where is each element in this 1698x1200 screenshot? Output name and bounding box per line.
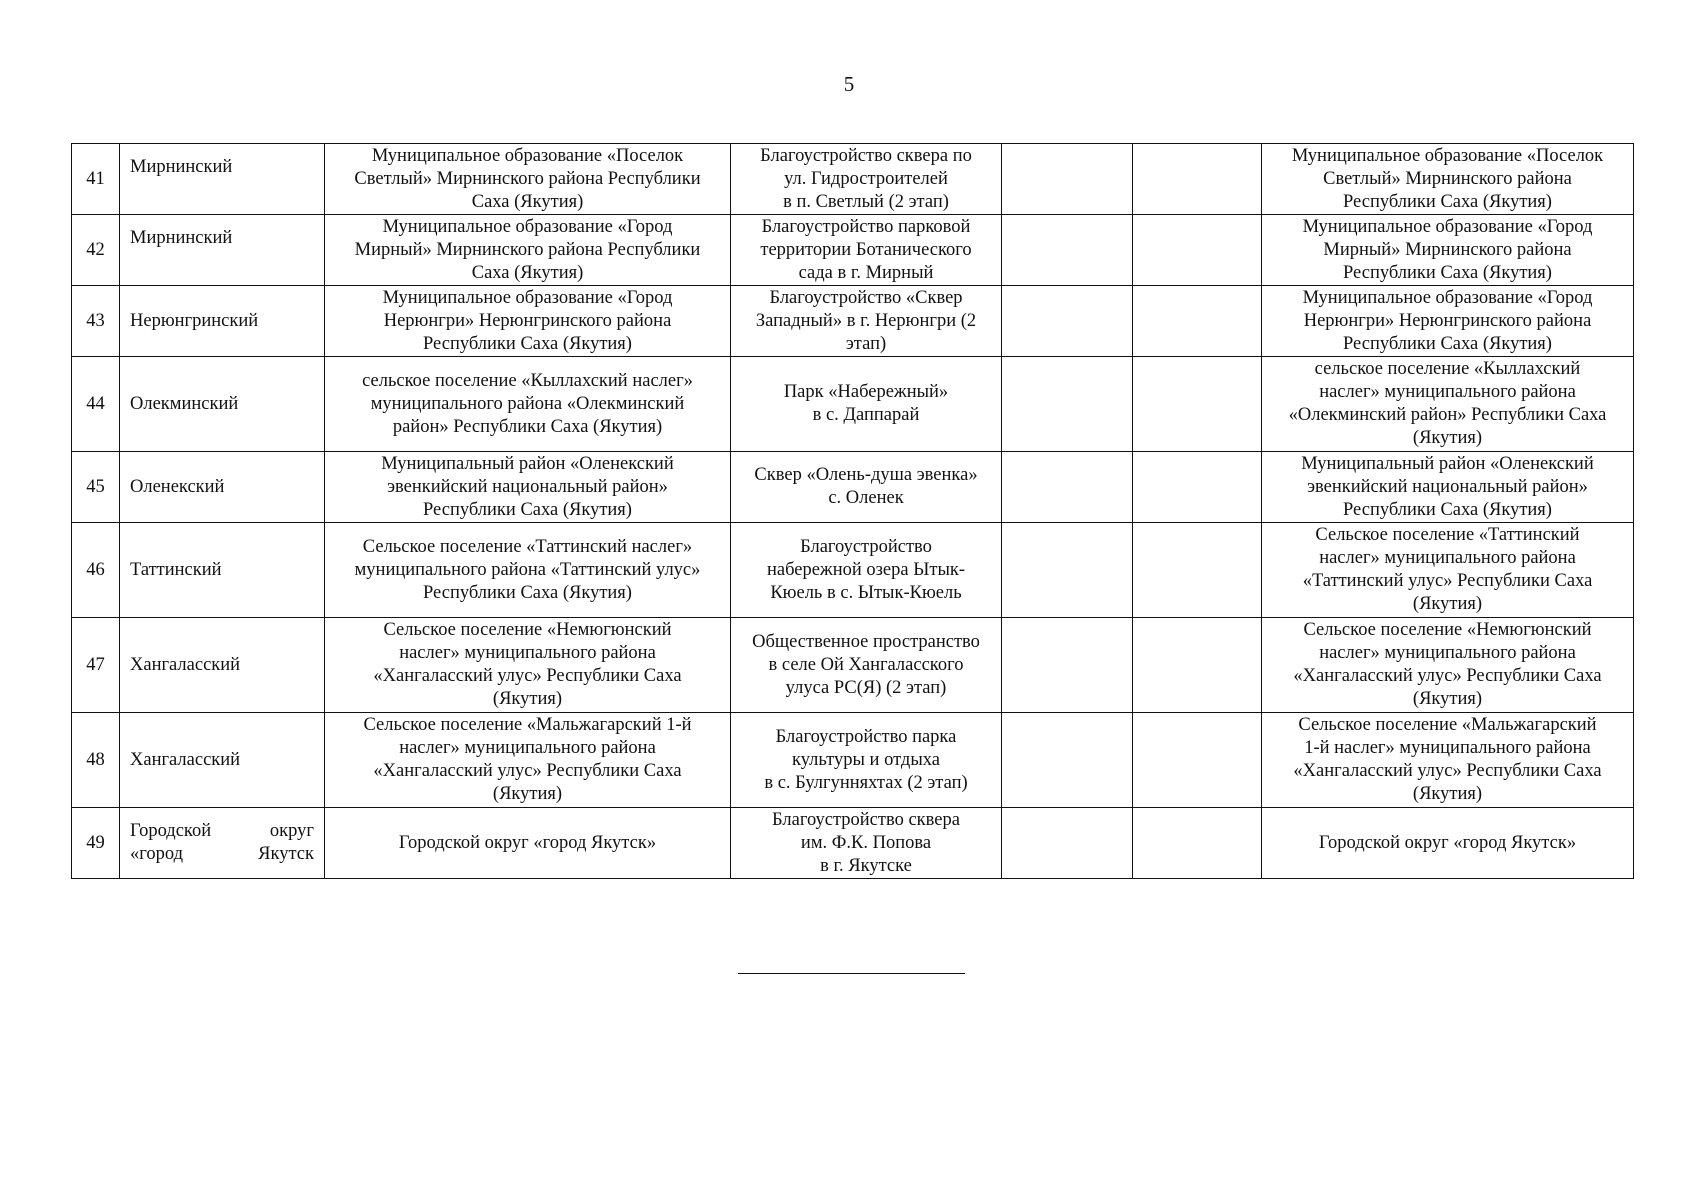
projects-table [71, 143, 1634, 879]
municipality-cell-line: Республики Саха (Якутия) [423, 499, 632, 520]
project-cell [731, 618, 1002, 713]
project-cell-line: территории Ботанического [760, 239, 972, 260]
row-number-cell: 41 [72, 144, 120, 215]
recipient-cell-line: наслег» муниципального района [1319, 548, 1576, 568]
empty-cell-5 [1002, 144, 1133, 215]
municipality-cell-line: Республики Саха (Якутия) [423, 333, 632, 354]
municipality-cell-line: наслег» муниципального района [399, 738, 656, 758]
empty-cell-5 [1002, 357, 1133, 452]
table-row [72, 357, 1634, 452]
recipient-cell-line: Светлый» Мирнинского района [1323, 168, 1572, 189]
table-row [72, 618, 1634, 713]
municipality-cell [325, 713, 731, 808]
recipient-cell-line: «Таттинский улус» Республики Саха [1302, 571, 1593, 591]
empty-cell-6 [1133, 215, 1262, 286]
municipality-cell-line: Городской округ «город Якутск» [398, 832, 657, 853]
project-cell-line: культуры и отдыха [792, 749, 940, 770]
municipality-cell-line: Муниципальное образование «Город [382, 287, 673, 308]
municipality-cell-line: Саха (Якутия) [471, 191, 584, 212]
recipient-cell-line: Республики Саха (Якутия) [1343, 262, 1552, 283]
municipality-cell-line: «Хангаласский улус» Республики Саха [373, 666, 682, 686]
empty-cell-5 [1002, 523, 1133, 618]
empty-cell-6 [1133, 144, 1262, 215]
project-cell [731, 144, 1002, 215]
project-cell-line: ул. Гидростроителей [784, 168, 948, 189]
recipient-cell-line: Муниципальное образование «Поселок [1291, 145, 1604, 166]
project-cell-line: в г. Якутске [820, 855, 912, 876]
municipality-cell-line: Светлый» Мирнинского района Республики [354, 168, 701, 189]
recipient-cell-line: Мирный» Мирнинского района [1323, 239, 1572, 260]
district-cell-line: Хангаласский [130, 654, 241, 675]
municipality-cell-line: район» Республики Саха (Якутия) [392, 416, 663, 437]
project-cell-line: Благоустройство «Сквер [769, 287, 963, 308]
project-cell-line: в с. Булгунняхтах (2 этап) [764, 772, 968, 793]
recipient-cell [1262, 808, 1634, 879]
row-number-cell: 47 [72, 618, 120, 713]
district-cell-line: Таттинский [130, 559, 222, 580]
district-cell-line: Хангаласский [130, 749, 241, 770]
municipality-cell [325, 808, 731, 879]
project-cell-line: Сквер «Олень-душа эвенка» [754, 465, 978, 485]
municipality-cell-line: Муниципальный район «Оленекский [381, 453, 674, 474]
project-cell-line: сада в г. Мирный [798, 262, 934, 283]
project-cell [731, 286, 1002, 357]
municipality-cell-line: (Якутия) [492, 689, 563, 709]
municipality-cell-line: Республики Саха (Якутия) [423, 582, 632, 603]
municipality-cell [325, 618, 731, 713]
project-cell [731, 713, 1002, 808]
recipient-cell [1262, 618, 1634, 713]
row-number-cell: 49 [72, 808, 120, 879]
row-number-cell: 46 [72, 523, 120, 618]
district-cell [120, 618, 325, 713]
recipient-cell-line: Республики Саха (Якутия) [1343, 499, 1552, 520]
recipient-cell [1262, 713, 1634, 808]
project-cell-line: Общественное пространство [752, 631, 980, 652]
recipient-cell-line: Муниципальный район «Оленекский [1301, 453, 1594, 474]
recipient-cell-line: сельское поселение «Кыллахский [1314, 359, 1581, 379]
recipient-cell-line: Республики Саха (Якутия) [1343, 191, 1552, 212]
district-cell-line: Мирнинский [130, 157, 233, 177]
empty-cell-6 [1133, 808, 1262, 879]
municipality-cell [325, 215, 731, 286]
project-cell-line: набережной озера Ытык- [766, 559, 966, 580]
recipient-cell [1262, 144, 1634, 215]
empty-cell-5 [1002, 452, 1133, 523]
table-row [72, 713, 1634, 808]
row-number-cell: 44 [72, 357, 120, 452]
empty-cell-6 [1133, 713, 1262, 808]
district-cell [120, 144, 325, 215]
municipality-cell [325, 523, 731, 618]
project-cell-line: Благоустройство парка [775, 726, 957, 747]
empty-cell-5 [1002, 713, 1133, 808]
project-cell-line: в п. Светлый (2 этап) [783, 191, 949, 212]
recipient-cell-line: Нерюнгри» Нерюнгринского района [1303, 310, 1592, 331]
project-cell [731, 215, 1002, 286]
district-cell [120, 357, 325, 452]
empty-cell-5 [1002, 808, 1133, 879]
district-cell-line: Мирнинский [130, 228, 233, 248]
recipient-cell-line: (Якутия) [1412, 428, 1483, 448]
recipient-cell-line: наслег» муниципального района [1319, 382, 1576, 402]
recipient-cell-line: наслег» муниципального района [1319, 643, 1576, 663]
footer-rule [738, 973, 965, 974]
municipality-cell-line: Саха (Якутия) [471, 262, 584, 283]
recipient-cell-line: «Хангаласский улус» Республики Саха [1293, 666, 1602, 686]
district-cell [120, 713, 325, 808]
recipient-cell-line: Сельское поселение «Немюгюнский [1303, 620, 1592, 640]
project-cell [731, 523, 1002, 618]
empty-cell-6 [1133, 286, 1262, 357]
table-row [72, 523, 1634, 618]
recipient-cell-line: Муниципальное образование «Город [1302, 287, 1593, 308]
recipient-cell-line: Муниципальное образование «Город [1302, 216, 1593, 237]
district-cell [120, 286, 325, 357]
project-cell-line: Парк «Набережный» [783, 382, 949, 402]
project-cell-line: Благоустройство сквера по [760, 145, 972, 166]
municipality-cell-line: Муниципальное образование «Город [382, 216, 673, 237]
empty-cell-5 [1002, 618, 1133, 713]
recipient-cell [1262, 452, 1634, 523]
table-row [72, 144, 1634, 215]
project-cell [731, 452, 1002, 523]
municipality-cell [325, 452, 731, 523]
municipality-cell-line: Сельское поселение «Мальжагарский 1-й [363, 715, 692, 735]
project-cell-line: им. Ф.К. Попова [800, 832, 932, 853]
table-row [72, 808, 1634, 879]
project-cell [731, 808, 1002, 879]
row-number-cell: 42 [72, 215, 120, 286]
project-cell-line: Благоустройство парковой [761, 216, 971, 237]
district-cell [120, 808, 325, 879]
recipient-cell [1262, 286, 1634, 357]
municipality-cell-line: Мирный» Мирнинского района Республики [354, 239, 701, 260]
row-number-cell: 48 [72, 713, 120, 808]
empty-cell-6 [1133, 618, 1262, 713]
district-cell [120, 215, 325, 286]
municipality-cell-line: муниципального района «Олекминский [370, 393, 685, 414]
district-cell-line: Городской округ [130, 821, 314, 841]
empty-cell-5 [1002, 286, 1133, 357]
municipality-cell-line: муниципального района «Таттинский улус» [354, 559, 701, 580]
municipality-cell [325, 144, 731, 215]
recipient-cell-line: эвенкийский национальный район» [1307, 476, 1588, 497]
project-cell-line: Западный» в г. Нерюнгри (2 [755, 310, 977, 331]
recipient-cell [1262, 357, 1634, 452]
empty-cell-6 [1133, 523, 1262, 618]
project-cell-line: в с. Даппарай [812, 405, 920, 425]
district-cell-line: Оленекский [130, 476, 225, 497]
row-number-cell: 45 [72, 452, 120, 523]
recipient-cell-line: (Якутия) [1412, 689, 1483, 709]
district-cell-line: Нерюнгринский [130, 310, 259, 331]
district-cell [120, 523, 325, 618]
recipient-cell [1262, 215, 1634, 286]
recipient-cell-line: Сельское поселение «Мальжагарский [1298, 715, 1597, 735]
municipality-cell-line: эвенкийский национальный район» [387, 476, 668, 497]
project-cell-line: с. Оленек [828, 488, 904, 508]
table-row [72, 286, 1634, 357]
municipality-cell-line: Нерюнгри» Нерюнгринского района [383, 310, 672, 331]
municipality-cell-line: (Якутия) [492, 784, 563, 804]
project-cell-line: Кюель в с. Ытык-Кюель [770, 582, 962, 603]
project-cell-line: в селе Ой Хангаласского [768, 654, 964, 675]
municipality-cell-line: Муниципальное образование «Поселок [371, 145, 684, 166]
recipient-cell-line: 1-й наслег» муниципального района [1304, 738, 1591, 758]
table-body [72, 144, 1634, 879]
project-cell-line: этап) [845, 333, 887, 354]
empty-cell-6 [1133, 357, 1262, 452]
project-cell [731, 357, 1002, 452]
recipient-cell-line: Сельское поселение «Таттинский [1315, 525, 1580, 545]
recipient-cell [1262, 523, 1634, 618]
municipality-cell-line: «Хангаласский улус» Республики Саха [373, 761, 682, 781]
recipient-cell-line: Республики Саха (Якутия) [1343, 333, 1552, 354]
recipient-cell-line: «Хангаласский улус» Республики Саха [1293, 761, 1602, 781]
row-number-cell: 43 [72, 286, 120, 357]
recipient-cell-line: (Якутия) [1412, 784, 1483, 804]
district-cell [120, 452, 325, 523]
project-cell-line: улуса РС(Я) (2 этап) [785, 677, 947, 698]
municipality-cell-line: Сельское поселение «Таттинский наслег» [362, 536, 693, 557]
district-cell-line: Олекминский [130, 393, 239, 414]
municipality-cell [325, 357, 731, 452]
municipality-cell-line: Сельское поселение «Немюгюнский [383, 620, 672, 640]
project-cell-line: Благоустройство [800, 536, 932, 557]
table-row [72, 452, 1634, 523]
recipient-cell-line: (Якутия) [1412, 594, 1483, 614]
empty-cell-6 [1133, 452, 1262, 523]
recipient-cell-line: Городской округ «город Якутск» [1318, 832, 1577, 853]
municipality-cell [325, 286, 731, 357]
empty-cell-5 [1002, 215, 1133, 286]
municipality-cell-line: наслег» муниципального района [399, 643, 656, 663]
page-number: 5 [843, 72, 855, 96]
recipient-cell-line: «Олекминский район» Республики Саха [1288, 405, 1607, 425]
municipality-cell-line: сельское поселение «Кыллахский наслег» [362, 370, 693, 391]
table-row [72, 215, 1634, 286]
project-cell-line: Благоустройство сквера [772, 809, 960, 830]
district-cell-line: «город Якутск [130, 844, 314, 864]
